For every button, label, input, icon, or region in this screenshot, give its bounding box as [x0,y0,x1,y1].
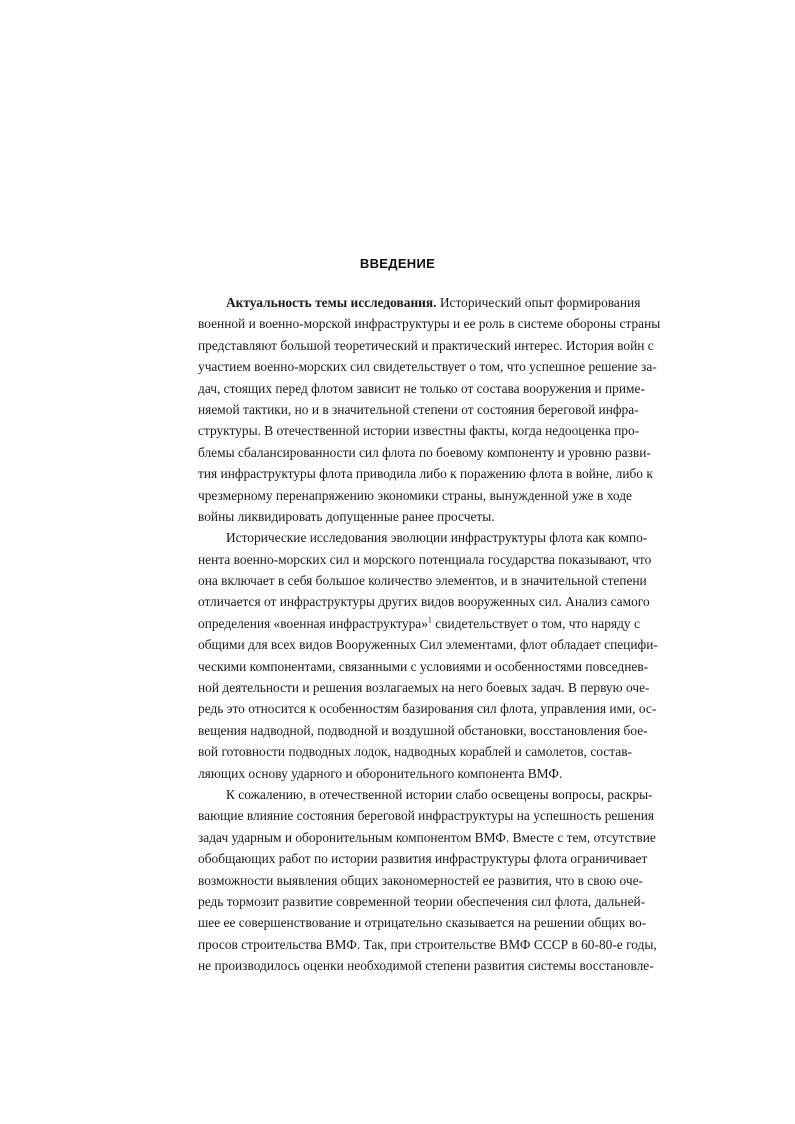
text-line: общими для всех видов Вооруженных Сил элементами, флот обладает специфи- [198,637,658,653]
text-line: Исторические исследования эволюции инфраструктуры флота как компо- [226,530,648,546]
section-heading: ВВЕДЕНИЕ [359,256,436,271]
text-line: шее ее совершенствование и отрицательно сказывается на решении общих во- [198,915,647,931]
text-line: представляют большой теоретический и практический интерес. История войн с [198,337,654,353]
text-line: участием военно-морских сил свидетельствует о том, что успешное решение за- [198,359,657,375]
text-line: просов строительства ВМФ. Так, при строительстве ВМФ СССР в 60-80-е годы, [198,936,657,952]
text-line: ческими компонентами, связанными с условиями и особенностями повседнев- [198,658,649,674]
text-line: вающие влияние состояния береговой инфраструктуры на успешность решения [198,808,655,824]
text-line: войны ликвидировать допущенные ранее просчеты. [198,508,495,524]
text-line: не производилось оценки необходимой степени развития системы восстановле- [198,958,654,974]
text-line: блемы сбалансированности сил флота по боевому компоненту и уровню разви- [198,444,651,460]
body-text [198,292,661,977]
text-line: ной деятельности и решения возлагаемых на него боевых задач. В первую оче- [198,680,650,696]
line-text: Исторический опыт формирования [436,295,641,310]
text-line: няемой тактики, но и в значительной степени от состояния береговой инфра- [198,401,639,417]
text-line: обобщающих работ по истории развития инфраструктуры флота ограничивает [198,851,648,867]
text-line: дач, стоящих перед флотом зависит не только от состава вооружения и приме- [198,380,645,396]
text-line: нента военно-морских сил и морского потенциала государства показывают, что [198,551,652,567]
text-line [198,613,640,634]
lead-phrase: Актуальность темы исследования. [226,295,437,310]
text-line: вой готовности подводных лодок, надводных кораблей и самолетов, состав- [198,744,632,760]
line-text: свидетельствует о том, что наряду с [431,615,640,631]
text-line: чрезмерному перенапряжению экономики страны, вынужденной уже в ходе [198,487,632,503]
line-text: определения «военная инфраструктура» [198,615,428,631]
text-line: она включает в себя большое количество элементов, и в значительной степени [198,573,647,589]
text-line: редь тормозит развитие современной теории обеспечения сил флота, дальней- [198,893,646,909]
text-line: отличается от инфраструктуры других видов вооруженных сил. Анализ самого [198,594,650,610]
text-line: структуры. В отечественной истории известны факты, когда недооценка про- [198,423,640,439]
text-line: военной и военно-морской инфраструктуры и ее роль в системе обороны страны [198,316,661,332]
text-line: ляющих основу ударного и оборонительного компонента ВМФ. [198,765,563,781]
text-line: задач ударным и оборонительным компонентом ВМФ. Вместе с тем, отсутствие [198,829,656,845]
text-line: тия инфраструктуры флота приводила либо к поражению флота в войне, либо к [198,466,653,482]
footnote-marker: 1 [427,615,432,625]
text-line: К сожалению, в отечественной истории слабо освещены вопросы, раскры- [226,786,653,802]
text-line [198,292,641,313]
text-line: редь это относится к особенностям базирования сил флота, управления ими, ос- [198,701,657,717]
text-line: вещения надводной, подводной и воздушной обстановки, восстановления бое- [198,722,648,738]
text-line: возможности выявления общих закономерностей ее развития, что в свою оче- [198,872,644,888]
